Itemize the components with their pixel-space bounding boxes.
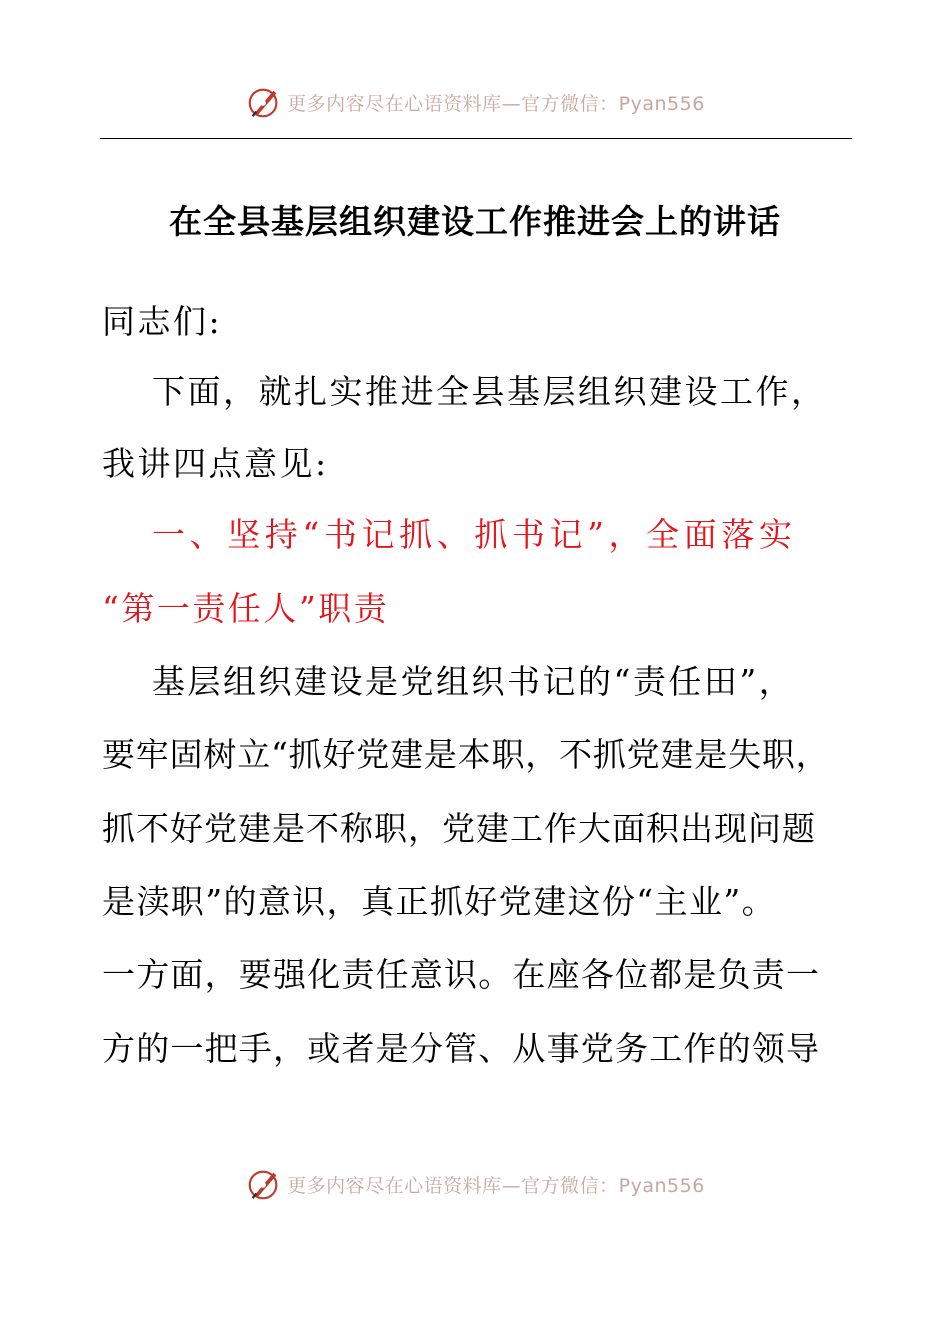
- paragraph-line: 要牢固树立“抓好党建是本职，不抓党建是失职，: [102, 735, 830, 774]
- watermark-text: 更多内容尽在心语资料库—官方微信：Pyan556: [287, 1174, 705, 1197]
- quill-pen-logo-icon: [245, 1165, 283, 1203]
- paragraph-line: 一方面，要强化责任意识。在座各位都是负责一: [102, 955, 821, 994]
- section-heading: 一、坚持“书记抓、抓书记”，全面落实: [152, 515, 797, 554]
- paragraph-line: 下面，就扎实推进全县基层组织建设工作，: [152, 372, 827, 411]
- quill-pen-logo-icon: [245, 83, 283, 121]
- paragraph-line: 抓不好党建是不称职，党建工作大面积出现问题: [102, 809, 816, 848]
- watermark-text: 更多内容尽在心语资料库—官方微信：Pyan556: [287, 92, 705, 115]
- header-watermark: [0, 82, 950, 122]
- paragraph-line: 方的一把手，或者是分管、从事党务工作的领导: [102, 1029, 821, 1068]
- salutation: 同志们:: [102, 302, 223, 341]
- paragraph-line: 我讲四点意见:: [102, 444, 329, 483]
- section-heading-cont: “第一责任人”职责: [102, 589, 390, 628]
- header-divider: [100, 138, 852, 139]
- document-title: 在全县基层组织建设工作推进会上的讲话: [169, 202, 781, 241]
- paragraph-line: 是渎职”的意识，真正抓好党建这份“主业”。: [102, 882, 777, 921]
- paragraph-line: 基层组织建设是党组织书记的“责任田”，: [152, 662, 795, 701]
- footer-watermark: [0, 1164, 950, 1204]
